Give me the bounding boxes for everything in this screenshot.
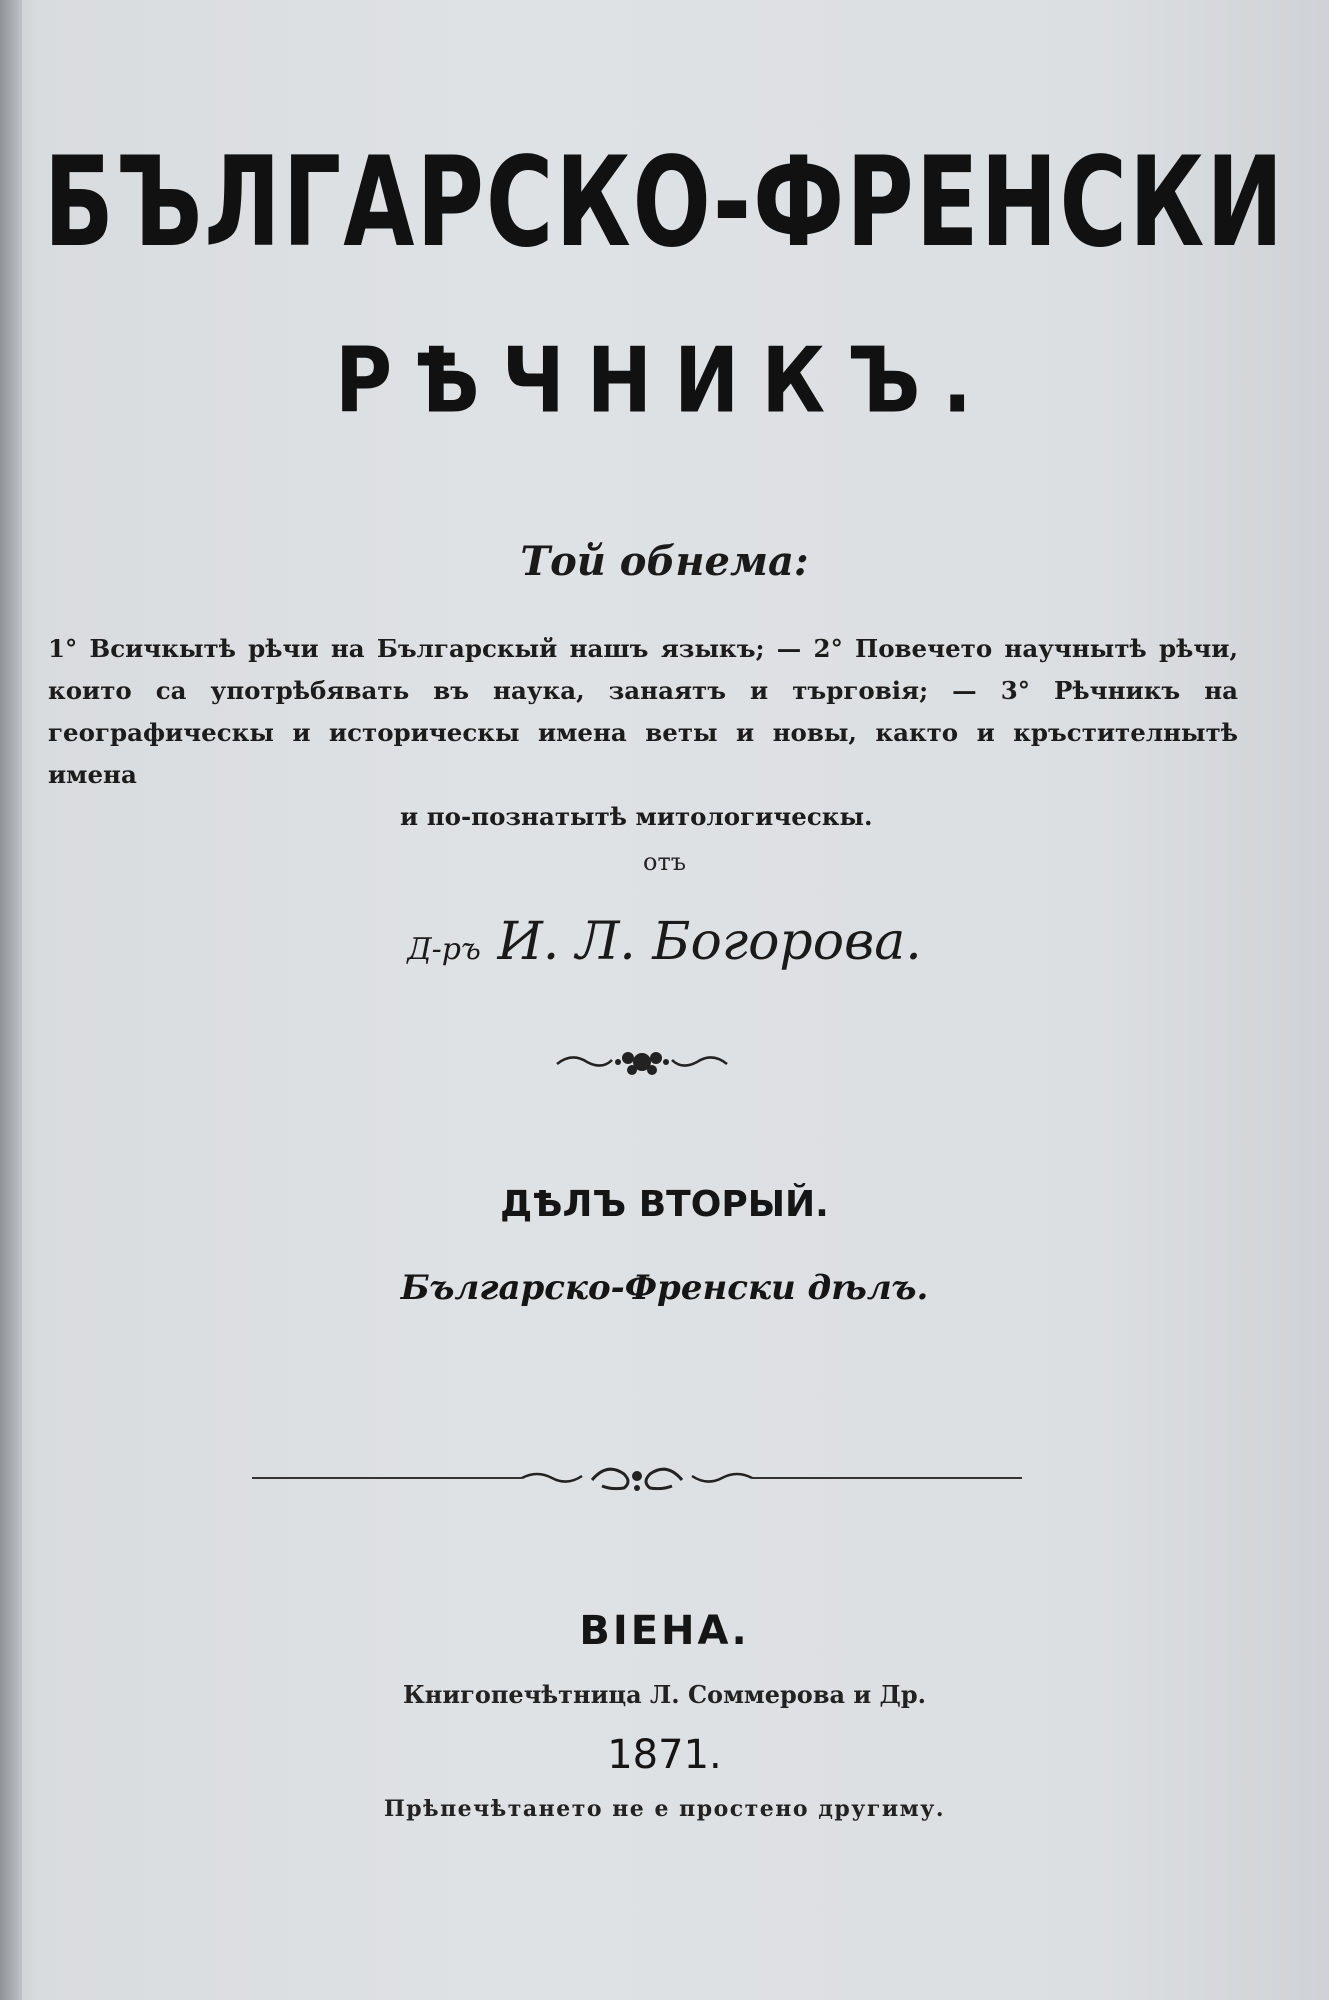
printer: Книгопечѣтница Л. Соммерова и Др. [402, 1680, 927, 1709]
book-subtitle: РѢЧНИКЪ. [335, 330, 994, 434]
city: ВІЕНА. [579, 1608, 750, 1654]
author-title: Д-ръ [407, 932, 481, 967]
contents-description [48, 628, 1238, 838]
book-title: БЪЛГАРСКО-ФРЕНСКИ [43, 130, 1286, 275]
rights-notice: Прѣпечѣтането не е простено другиму. [383, 1796, 946, 1822]
description-line-2: които са употрѣбявать въ наука, занаятъ и търговія; — 3° Рѣчникъ на [48, 676, 1238, 705]
from-label: отъ [643, 848, 686, 876]
description-line-4: и по-познатытѣ митологическы. [400, 802, 873, 831]
floral-ornament-icon [552, 1042, 732, 1082]
publication-year: 1871. [607, 1732, 722, 1778]
author-line [0, 912, 1329, 972]
description-line-1: 1° Всичкытѣ рѣчи на Българскый нашъ языкъ; — 2° Повечето научнытѣ рѣчи, [48, 634, 1238, 663]
part-label: ДѢЛЪ ВТОРЫЙ. [500, 1184, 829, 1225]
part-subtitle: Българско-Френски дѣлъ. [400, 1268, 929, 1308]
author-name: И. Л. Богорова. [497, 912, 922, 972]
divider-ornament-icon [252, 1458, 1022, 1498]
contents-heading: Той обнема: [520, 538, 809, 585]
description-line-3: географическы и историческы имена веты и новы, както и кръстителнытѣ имена [48, 718, 1238, 789]
